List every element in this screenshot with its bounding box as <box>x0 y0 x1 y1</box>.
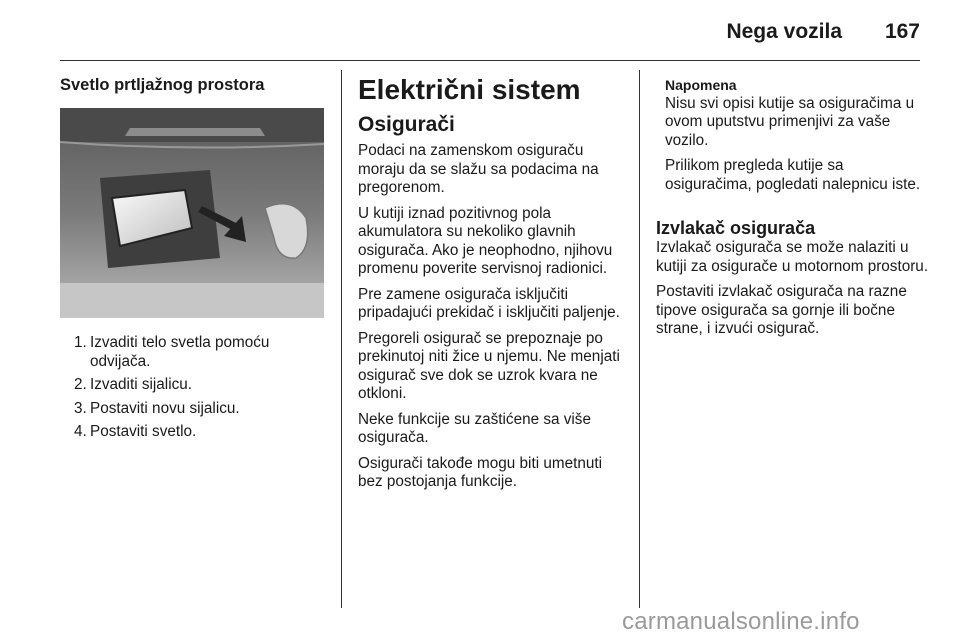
trunk-light-photo <box>60 108 324 318</box>
list-item <box>64 400 334 419</box>
page-header-title: Nega vozila <box>726 20 842 43</box>
middle-column <box>358 74 630 499</box>
step-list <box>64 334 334 442</box>
left-steps <box>64 334 334 447</box>
note-paragraph: Prilikom pregleda kutije sa osiguračima, pogledati nalepnicu iste. <box>665 157 921 193</box>
column-divider-1 <box>341 70 342 608</box>
header-rule <box>60 60 920 61</box>
step-text: Postaviti novu sijalicu. <box>90 399 240 417</box>
right-column-lower <box>656 211 930 346</box>
section-heading-fuses: Osigurači <box>358 113 455 136</box>
paragraph: Neke funkcije su zaštićene sa više osigurača. <box>358 410 591 446</box>
paragraph: Izvlakač osigurača se može nalaziti u kutiji za osigurače u motornom prostoru. <box>656 239 929 275</box>
watermark: carmanualsonline.info <box>622 608 860 635</box>
left-column <box>60 76 330 95</box>
column-divider-2 <box>639 70 640 608</box>
page-number: 167 <box>884 20 920 43</box>
step-text: Postaviti svetlo. <box>90 423 197 440</box>
paragraph: Pregoreli osigurač se prepoznaje po prekinutoj niti žice u njemu. Ne menjati osigurač sve dok se uzrok kvara ne otkloni. <box>358 329 620 402</box>
step-text: Izvaditi sijalicu. <box>90 376 193 393</box>
step-text: Izvaditi telo svetla pomoću odvijača. <box>90 334 270 370</box>
paragraph: U kutiji iznad pozitivnog pola akumulatora su nekoliko glavnih osigurača. Ako je neophodno, njihovu promenu poverite servisnoj radionici. <box>358 204 613 277</box>
list-item <box>64 334 334 371</box>
paragraph: Postaviti izvlakač osigurača na razne tipove osigurača sa gornje ili bočne strane, i izvući osigurač. <box>656 283 907 337</box>
list-item <box>64 423 334 442</box>
paragraph: Podaci na zamenskom osiguraču moraju da se slažu sa podacima na pregorenom. <box>358 142 599 196</box>
paragraph: Pre zamene osigurača isključiti pripadajući prekidač i isključiti paljenje. <box>358 285 620 321</box>
step-number: 3. <box>74 399 87 417</box>
list-item <box>64 376 334 395</box>
section-heading-fuse-extractor: Izvlakač osigurača <box>656 218 816 238</box>
chapter-title: Električni sistem <box>358 74 581 105</box>
step-number: 1. <box>74 334 87 351</box>
note-label: Napomena <box>665 77 737 93</box>
right-column <box>665 76 930 201</box>
step-number: 4. <box>74 423 87 440</box>
step-number: 2. <box>74 376 87 393</box>
paragraph: Osigurači takođe mogu biti umetnuti bez postojanja funkcije. <box>358 454 603 490</box>
note-paragraph: Nisu svi opisi kutije sa osiguračima u ovom uputstvu primenjivi za vaše vozilo. <box>665 94 915 149</box>
section-heading-trunk-light: Svetlo prtljažnog prostora <box>60 76 265 94</box>
